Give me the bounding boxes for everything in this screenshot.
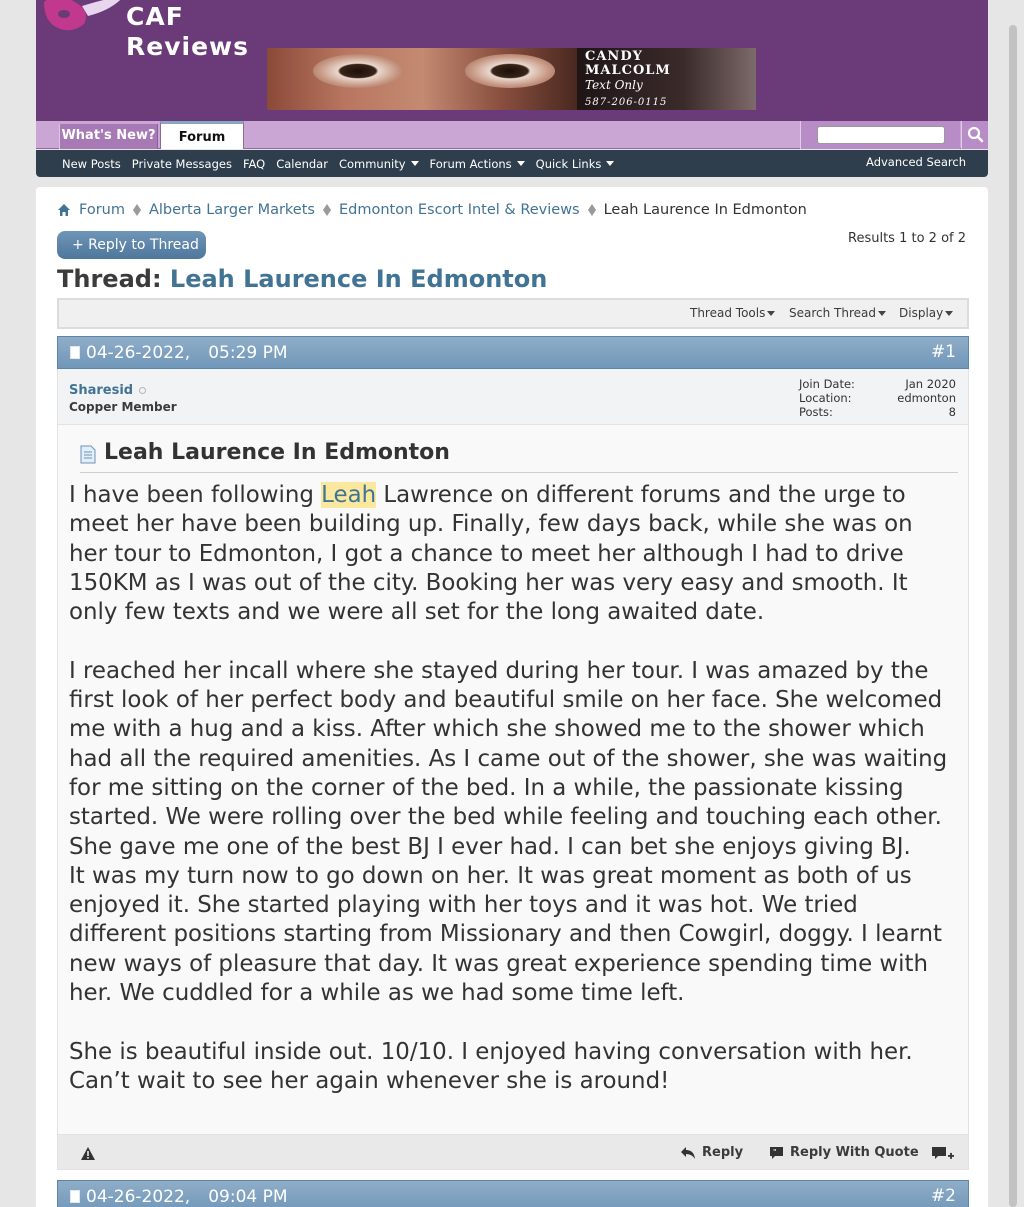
breadcrumb-forum[interactable]: Forum [79, 202, 125, 218]
results-count: Results 1 to 2 of 2 [848, 231, 966, 246]
reply-label: Reply [702, 1145, 744, 1160]
banner-text [585, 50, 671, 110]
banner-eye-left [313, 54, 403, 88]
highlighted-word: Leah [321, 482, 377, 508]
breadcrumb-separator-icon [133, 204, 141, 216]
breadcrumb-current: Leah Laurence In Edmonton [603, 202, 807, 218]
nav-community-label: Community [338, 156, 406, 171]
thread-tools-dropdown[interactable] [690, 300, 775, 327]
display-dropdown[interactable] [899, 300, 953, 327]
breadcrumb-separator-icon [588, 204, 596, 216]
post-number-link[interactable]: #1 [930, 342, 956, 362]
banner-line3: Text Only [585, 78, 643, 92]
username-text: Sharesid [69, 383, 134, 398]
post-paragraph [69, 481, 964, 627]
site-logo[interactable] [36, 0, 316, 61]
mask-logo-icon [38, 0, 124, 34]
ad-banner[interactable] [267, 48, 756, 110]
join-date-label: Join Date: [799, 377, 855, 391]
post-paragraph [69, 1038, 964, 1097]
offline-status-icon [139, 387, 146, 394]
user-stat-row [799, 405, 956, 419]
nav-calendar[interactable]: Calendar [276, 156, 328, 171]
post-text-line: meet her have been building up. Finally, few days back, while she was on [69, 511, 913, 538]
post-date-text: 04-26-2022, [86, 1186, 191, 1207]
quote-bubble-icon [769, 1146, 784, 1160]
post-text-line: new ways of pleasure that day. It was great experience spending time with [69, 950, 928, 977]
post-user-info [57, 369, 969, 425]
post-text-line: her. We cuddled for a while as we had some time left. [69, 980, 685, 1007]
post-text-line: me with a hug and a kiss. After which she showed me to the shower which [69, 716, 925, 743]
breadcrumb [57, 201, 807, 219]
posts-label: Posts: [799, 405, 833, 419]
post-paragraph [69, 657, 964, 1009]
site-name: CAF Reviews [126, 2, 250, 61]
user-stat-row [799, 391, 956, 405]
post-title-text: Leah Laurence In Edmonton [104, 440, 450, 465]
post-header [57, 336, 969, 369]
tab-forum[interactable]: Forum [160, 121, 244, 149]
post-title [80, 440, 958, 473]
chevron-down-icon [878, 311, 886, 316]
post-footer [57, 1134, 969, 1170]
breadcrumb-edmonton[interactable]: Edmonton Escort Intel & Reviews [338, 202, 580, 218]
reply-with-quote-button[interactable] [769, 1135, 919, 1171]
post-time-text: 05:29 PM [208, 342, 288, 363]
banner-eye-right [465, 54, 555, 88]
chevron-down-icon [517, 161, 525, 166]
chevron-down-icon [411, 161, 419, 166]
nav-forum-actions[interactable] [430, 157, 525, 171]
post-text-line: started. We were rolling over the bed while feeling and touching each other. [69, 804, 942, 831]
post-text-line: only few texts and we were all set for the long awaited date. [69, 599, 765, 626]
post-number-link[interactable]: #2 [930, 1186, 956, 1206]
nav-new-posts[interactable]: New Posts [62, 156, 121, 171]
site-header [36, 0, 988, 121]
home-icon[interactable] [57, 203, 71, 217]
nav-quick-links-label: Quick Links [535, 156, 602, 171]
posts-value: 8 [948, 405, 956, 419]
post-date-text: 04-26-2022, [86, 342, 191, 363]
nav-private-messages[interactable]: Private Messages [131, 156, 232, 171]
chevron-down-icon [767, 311, 775, 316]
banner-line1: CANDY [585, 49, 643, 64]
post-text-line: Can’t wait to see her again whenever she is around! [69, 1067, 670, 1094]
post-header [57, 1180, 969, 1207]
post-body [57, 425, 969, 1134]
post-status-icon [70, 1190, 80, 1203]
report-warning-icon[interactable] [80, 1146, 96, 1161]
post-text-line: different positions starting from Missionary and then Cowgirl, doggy. I learnt [69, 921, 943, 948]
tab-whats-new[interactable]: What's New? [59, 124, 158, 149]
advanced-search-link[interactable]: Advanced Search [866, 155, 966, 169]
post-time-text: 09:04 PM [208, 1186, 288, 1207]
post-text-line: I reached her incall where she stayed during her tour. I was amazed by the [69, 657, 929, 684]
nav-community[interactable] [339, 157, 419, 171]
thread-title-link[interactable]: Leah Laurence In Edmonton [169, 265, 548, 293]
breadcrumb-separator-icon [323, 204, 331, 216]
breadcrumb-alberta[interactable]: Alberta Larger Markets [148, 202, 315, 218]
search-icon [962, 121, 989, 149]
post-date [70, 1181, 288, 1207]
search-thread-label: Search Thread [789, 306, 876, 320]
post-text-line: for me sitting on the corner of the bed. In a while, the passionate kissing [69, 774, 904, 801]
multi-quote-icon[interactable] [931, 1146, 955, 1162]
search-thread-dropdown[interactable] [789, 300, 886, 327]
location-value: edmonton [897, 391, 956, 405]
join-date-value: Jan 2020 [905, 377, 956, 391]
post-text-line: It was my turn now to go down on her. It was great moment as both of us [69, 862, 912, 889]
thread-tools-bar [57, 298, 969, 329]
nav-links [62, 150, 614, 177]
post-text-line: I have been following [69, 482, 322, 508]
nav-quick-links[interactable] [536, 157, 615, 171]
chevron-down-icon [606, 161, 614, 166]
user-stats [799, 377, 956, 419]
search-box [800, 121, 960, 149]
user-title: Copper Member [69, 400, 177, 414]
search-input[interactable] [817, 126, 945, 144]
document-icon [80, 445, 96, 464]
page-title [57, 265, 547, 293]
reply-arrow-icon [680, 1146, 696, 1160]
post-date [70, 337, 288, 368]
banner-phone: 587-206-0115 [585, 97, 668, 108]
post-status-icon [70, 346, 80, 359]
post-text-line: her tour to Edmonton, I got a chance to meet her although I had to drive [69, 540, 904, 567]
search-button[interactable] [961, 121, 988, 149]
nav-faq[interactable]: FAQ [242, 156, 266, 171]
banner-line2: MALCOLM [585, 63, 671, 78]
post-text-line: She is beautiful inside out. 10/10. I enjoyed having conversation with her. [69, 1038, 913, 1065]
svg-text:": " [773, 1148, 777, 1156]
nav-bar [36, 150, 988, 177]
banner-photo-left [267, 48, 577, 110]
location-label: Location: [799, 391, 852, 405]
main-content [36, 187, 988, 1207]
chevron-down-icon [945, 311, 953, 316]
post-text-line: Lawrence on different forums and the urge to [376, 482, 906, 508]
post-text-line: She gave me one of the best BJ I ever had. I can bet she enjoys giving BJ. [69, 833, 911, 860]
post-text-line: 150KM as I was out of the city. Booking her was very easy and smooth. It [69, 569, 908, 596]
scrollbar[interactable] [1009, 25, 1017, 1207]
user-stat-row [799, 377, 956, 391]
display-label: Display [899, 306, 944, 320]
tab-bar [36, 121, 988, 149]
thread-prefix: Thread: [57, 265, 162, 293]
nav-forum-actions-label: Forum Actions [429, 156, 512, 171]
post-text-line: first look of her perfect body and beautiful smile on her face. She welcomed [69, 687, 943, 714]
post-message [69, 481, 964, 1126]
reply-with-quote-label: Reply With Quote [790, 1145, 919, 1160]
post-text-line: enjoyed it. She started playing with her toys and it was hot. We tried [69, 892, 858, 919]
reply-to-thread-button[interactable]: + Reply to Thread [57, 231, 206, 259]
username[interactable] [69, 383, 146, 398]
post-text-line: had all the required amenities. As I came out of the shower, she was waiting [69, 745, 948, 772]
thread-tools-label: Thread Tools [690, 306, 766, 320]
reply-button[interactable] [680, 1135, 743, 1171]
